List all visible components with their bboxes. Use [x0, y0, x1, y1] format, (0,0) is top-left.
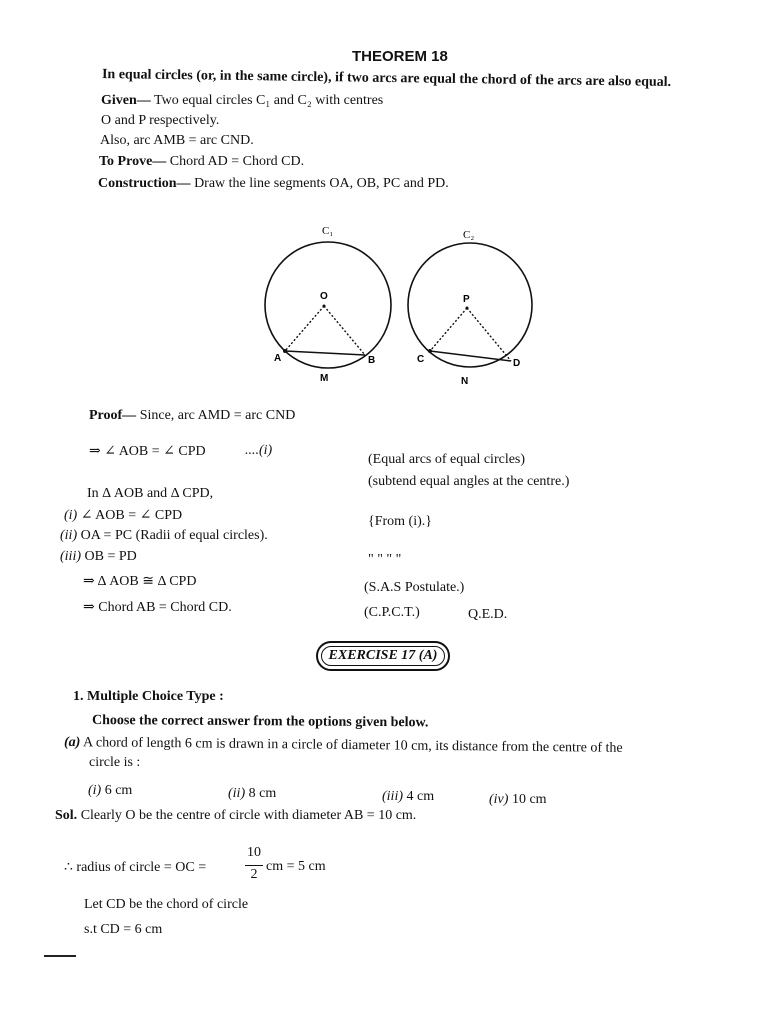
step-iii-num: (iii) — [60, 549, 81, 564]
step-i-num: (i) — [64, 508, 78, 523]
construction-text: Draw the line segments OA, OB, PC and PD. — [190, 176, 449, 191]
to-prove-line — [99, 154, 304, 170]
solution-label: Sol. — [55, 808, 78, 823]
bottom-rule — [44, 955, 76, 957]
to-prove-label: To Prove— — [99, 154, 167, 169]
proof-label: Proof— — [89, 408, 137, 423]
label-c: C — [417, 354, 425, 365]
chord-reason: (C.P.C.T.) — [364, 605, 420, 620]
question-a-text: A chord of length 6 cm is drawn in a circle of diameter 10 cm, its distance from the centre of the — [80, 735, 623, 756]
construction-label: Construction— — [98, 176, 191, 191]
step-iii — [60, 549, 137, 565]
label-c2: C₂ — [463, 229, 475, 241]
given-line-2: O and P respectively. — [101, 113, 220, 128]
segment-ob — [324, 306, 365, 355]
question-a — [64, 735, 623, 757]
given-label: Given— — [101, 93, 151, 108]
step-iii-text: OB = PD — [81, 549, 137, 564]
fraction-numerator: 10 — [247, 845, 261, 860]
radius-suffix: cm = 5 cm — [266, 859, 326, 874]
segment-oa — [285, 306, 324, 351]
also-line: Also, arc AMB = arc CND. — [100, 133, 254, 148]
step-iii-reason: " " " " — [368, 552, 402, 567]
option-iv-text: 10 cm — [508, 792, 547, 807]
option-iv-num: (iv) — [489, 792, 509, 807]
to-prove-text: Chord AD = Chord CD. — [166, 154, 305, 169]
circle-c2 — [408, 243, 532, 367]
point-a — [283, 349, 287, 353]
label-d: D — [513, 358, 521, 369]
option-iii-text: 4 cm — [403, 789, 435, 804]
let-cd-line: Let CD be the chord of circle — [84, 897, 249, 912]
exercise-badge-text: EXERCISE 17 (A) — [321, 646, 445, 666]
option-ii-text: 8 cm — [245, 786, 277, 801]
theorem-statement: In equal circles (or, in the same circle), if two arcs are equal the chord of the arcs are also equal. — [101, 67, 672, 90]
proof-text-1: Since, arc AMD = arc CND — [136, 408, 296, 423]
segment-pd — [467, 308, 511, 361]
option-i-num: (i) — [88, 783, 102, 798]
option-i — [88, 783, 132, 799]
option-iv — [489, 792, 547, 808]
congruent-reason: (S.A.S Postulate.) — [364, 580, 465, 595]
st-cd-line: s.t CD = 6 cm — [84, 922, 163, 937]
qed: Q.E.D. — [468, 607, 508, 622]
label-b: B — [368, 355, 376, 366]
chord-ab — [285, 351, 365, 355]
theorem-title: THEOREM 18 — [352, 48, 448, 65]
construction-line — [98, 176, 449, 192]
instruction-text: Choose the correct answer from the options given below. — [91, 713, 429, 731]
label-c1: C₁ — [322, 225, 334, 237]
congruent-line: ⇒ Δ AOB ≅ Δ CPD — [83, 574, 197, 589]
label-p: P — [463, 294, 470, 305]
step-i-reason: {From (i).} — [368, 514, 432, 529]
point-o — [323, 305, 326, 308]
point-p — [466, 307, 469, 310]
label-o: O — [320, 291, 328, 302]
label-a: A — [274, 353, 282, 364]
point-c — [428, 349, 432, 353]
reason-subtend: (subtend equal angles at the centre.) — [368, 474, 570, 489]
fraction-bar — [245, 865, 263, 866]
proof-line-1 — [89, 408, 295, 424]
two-circles-figure — [240, 220, 540, 400]
option-iii-num: (iii) — [382, 789, 403, 804]
reason-equal-arcs: (Equal arcs of equal circles) — [368, 452, 526, 467]
solution-text: Clearly O be the centre of circle with diameter AB = 10 cm. — [77, 808, 417, 823]
segment-pc — [430, 308, 467, 351]
question-a-label: (a) — [63, 735, 81, 751]
option-ii-num: (ii) — [228, 786, 246, 801]
question-a-text-2: circle is : — [89, 755, 141, 770]
given-line-1 — [101, 93, 383, 109]
radius-prefix: ∴ radius of circle = OC = — [64, 860, 207, 875]
option-i-text: 6 cm — [101, 783, 133, 798]
circle-c1 — [265, 242, 391, 368]
proof-line-2: ⇒ ∠ AOB = ∠ CPD — [89, 444, 206, 459]
chord-equal-line: ⇒ Chord AB = Chord CD. — [83, 600, 232, 615]
proof-line-2-ref: ....(i) — [245, 443, 273, 458]
step-i — [64, 507, 182, 524]
label-n: N — [461, 376, 469, 387]
label-m: M — [320, 373, 329, 384]
step-ii-num: (ii) — [60, 528, 78, 543]
in-triangles: In Δ AOB and Δ CPD, — [87, 486, 214, 501]
fraction-denominator: 2 — [250, 867, 258, 882]
solution-line — [55, 808, 416, 824]
question-1-heading: 1. Multiple Choice Type : — [73, 689, 224, 704]
step-i-text: ∠ AOB = ∠ CPD — [77, 508, 183, 523]
option-iii — [382, 789, 434, 805]
given-text-1: Two equal circles C₁ and C₂ with centres — [150, 93, 384, 108]
step-ii — [60, 528, 268, 544]
option-ii — [228, 786, 276, 802]
step-ii-text: OA = PC (Radii of equal circles). — [77, 528, 268, 543]
exercise-badge — [316, 641, 450, 671]
